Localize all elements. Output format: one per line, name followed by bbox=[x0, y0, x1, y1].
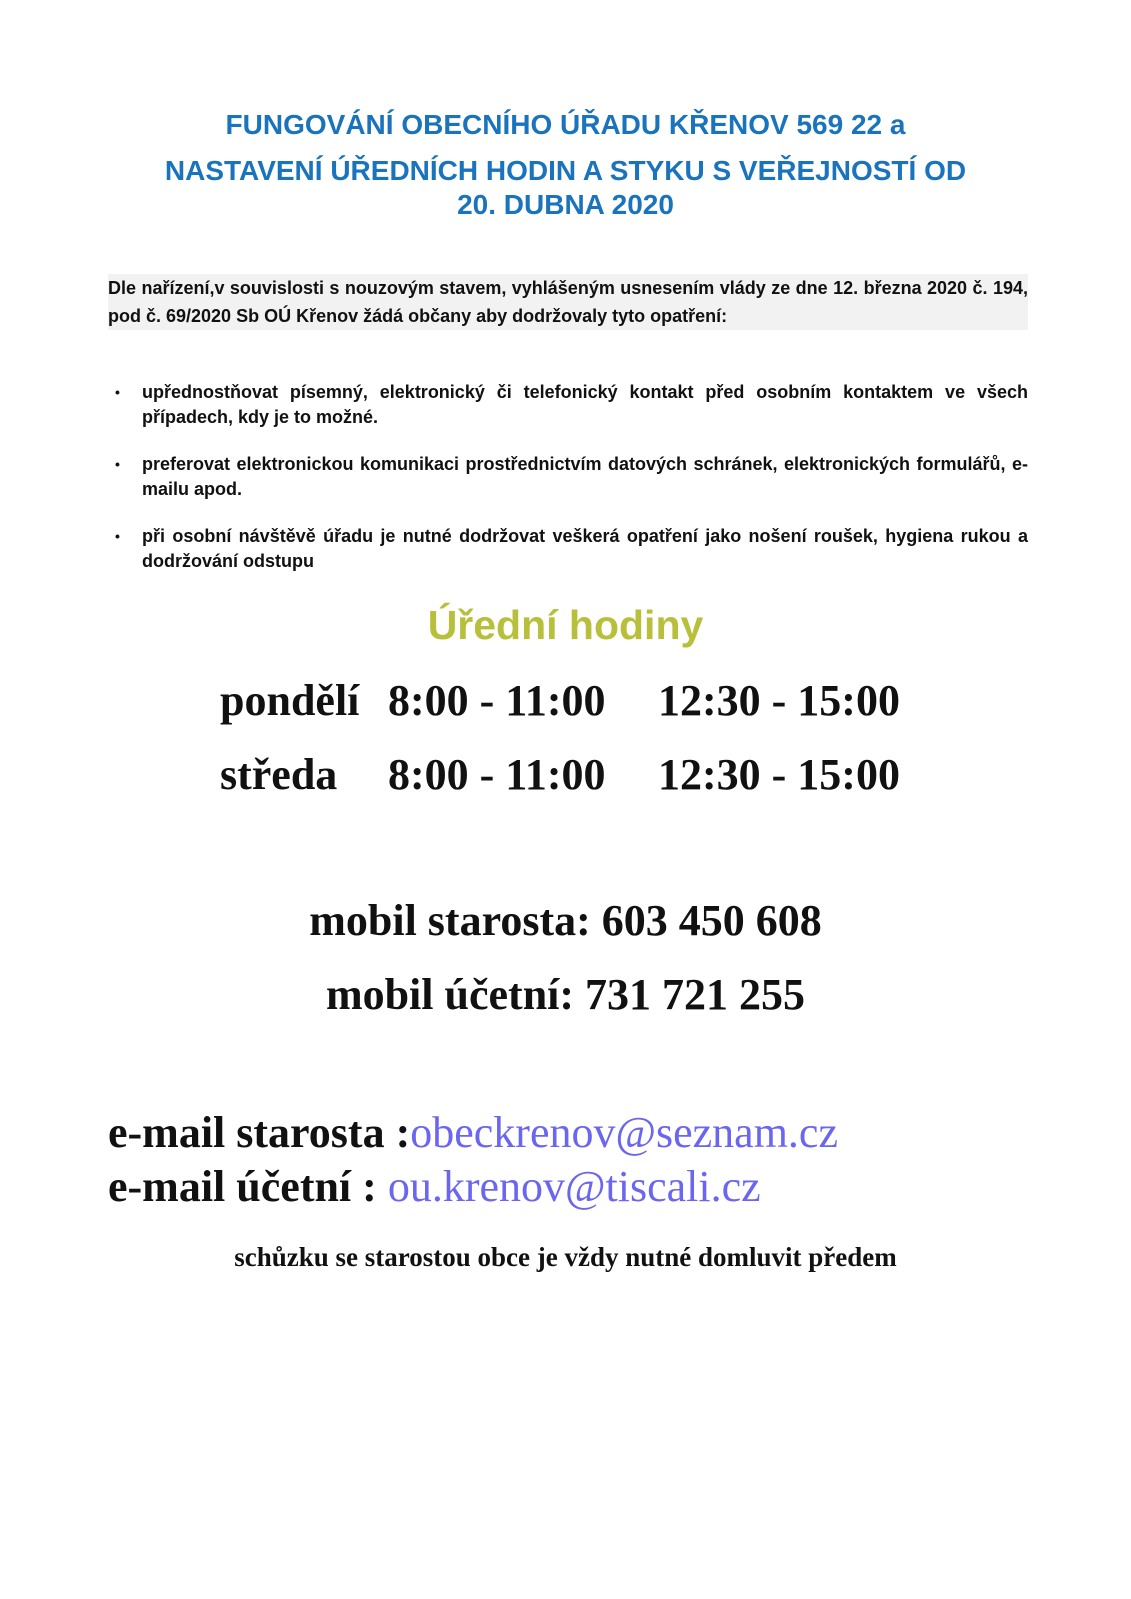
phone-mayor: mobil starosta: 603 450 608 bbox=[309, 896, 822, 945]
title-line-1: FUNGOVÁNÍ OBECNÍHO ÚŘADU KŘENOV 569 22 a bbox=[225, 109, 906, 140]
bullet-icon: • bbox=[115, 456, 120, 472]
bullet-icon: • bbox=[115, 528, 120, 544]
list-item-text: upřednostňovat písemný, elektronický či telefonický kontakt před osobním kontaktem ve všech případech, kdy je to možné. bbox=[142, 382, 1028, 427]
list-item-text: preferovat elektronickou komunikaci prostřednictvím datových schránek, elektronických formulářů, e-mailu apod. bbox=[142, 454, 1028, 499]
office-hours-row-wednesday bbox=[220, 748, 900, 802]
intro-paragraph: Dle nařízení,v souvislosti s nouzovým stavem, vyhlášeným usnesením vlády ze dne 12. března 2020 č. 194, pod č. 69/2020 Sb OÚ Křenov žádá občany aby dodržovaly tyto opatření: bbox=[108, 274, 1028, 330]
phone-accountant: mobil účetní: 731 721 255 bbox=[325, 970, 806, 1019]
office-hours-row-monday bbox=[220, 674, 900, 728]
list-item bbox=[108, 380, 1028, 430]
hours-morning: 8:00 - 11:00 bbox=[388, 676, 606, 725]
email-mayor-link[interactable]: obeckrenov@seznam.cz bbox=[410, 1108, 838, 1157]
hours-day: pondělí bbox=[220, 676, 360, 725]
hours-morning: 8:00 - 11:00 bbox=[388, 750, 606, 799]
email-accountant-line bbox=[108, 1160, 761, 1214]
title-line-3: 20. DUBNA 2020 bbox=[457, 189, 674, 220]
list-item bbox=[108, 452, 1028, 502]
email-mayor-label: e-mail starosta : bbox=[108, 1108, 411, 1157]
email-mayor-line bbox=[108, 1106, 838, 1160]
hours-afternoon: 12:30 - 15:00 bbox=[658, 750, 900, 799]
hours-day: středa bbox=[220, 750, 338, 799]
list-item bbox=[108, 524, 1028, 574]
bullet-icon: • bbox=[115, 384, 120, 400]
footer-note: schůzku se starostou obce je vždy nutné domluvit předem bbox=[234, 1242, 897, 1272]
title-line-2: NASTAVENÍ ÚŘEDNÍCH HODIN A STYKU S VEŘEJNOSTÍ OD bbox=[164, 155, 967, 186]
office-hours-heading: Úřední hodiny bbox=[427, 602, 704, 648]
measures-list bbox=[108, 380, 1028, 596]
hours-afternoon: 12:30 - 15:00 bbox=[658, 676, 900, 725]
email-accountant-label: e-mail účetní : bbox=[108, 1162, 388, 1211]
list-item-text: při osobní návštěvě úřadu je nutné dodržovat veškerá opatření jako nošení roušek, hygiena rukou a dodržování odstupu bbox=[142, 526, 1028, 571]
email-accountant-link[interactable]: ou.krenov@tiscali.cz bbox=[387, 1162, 761, 1211]
